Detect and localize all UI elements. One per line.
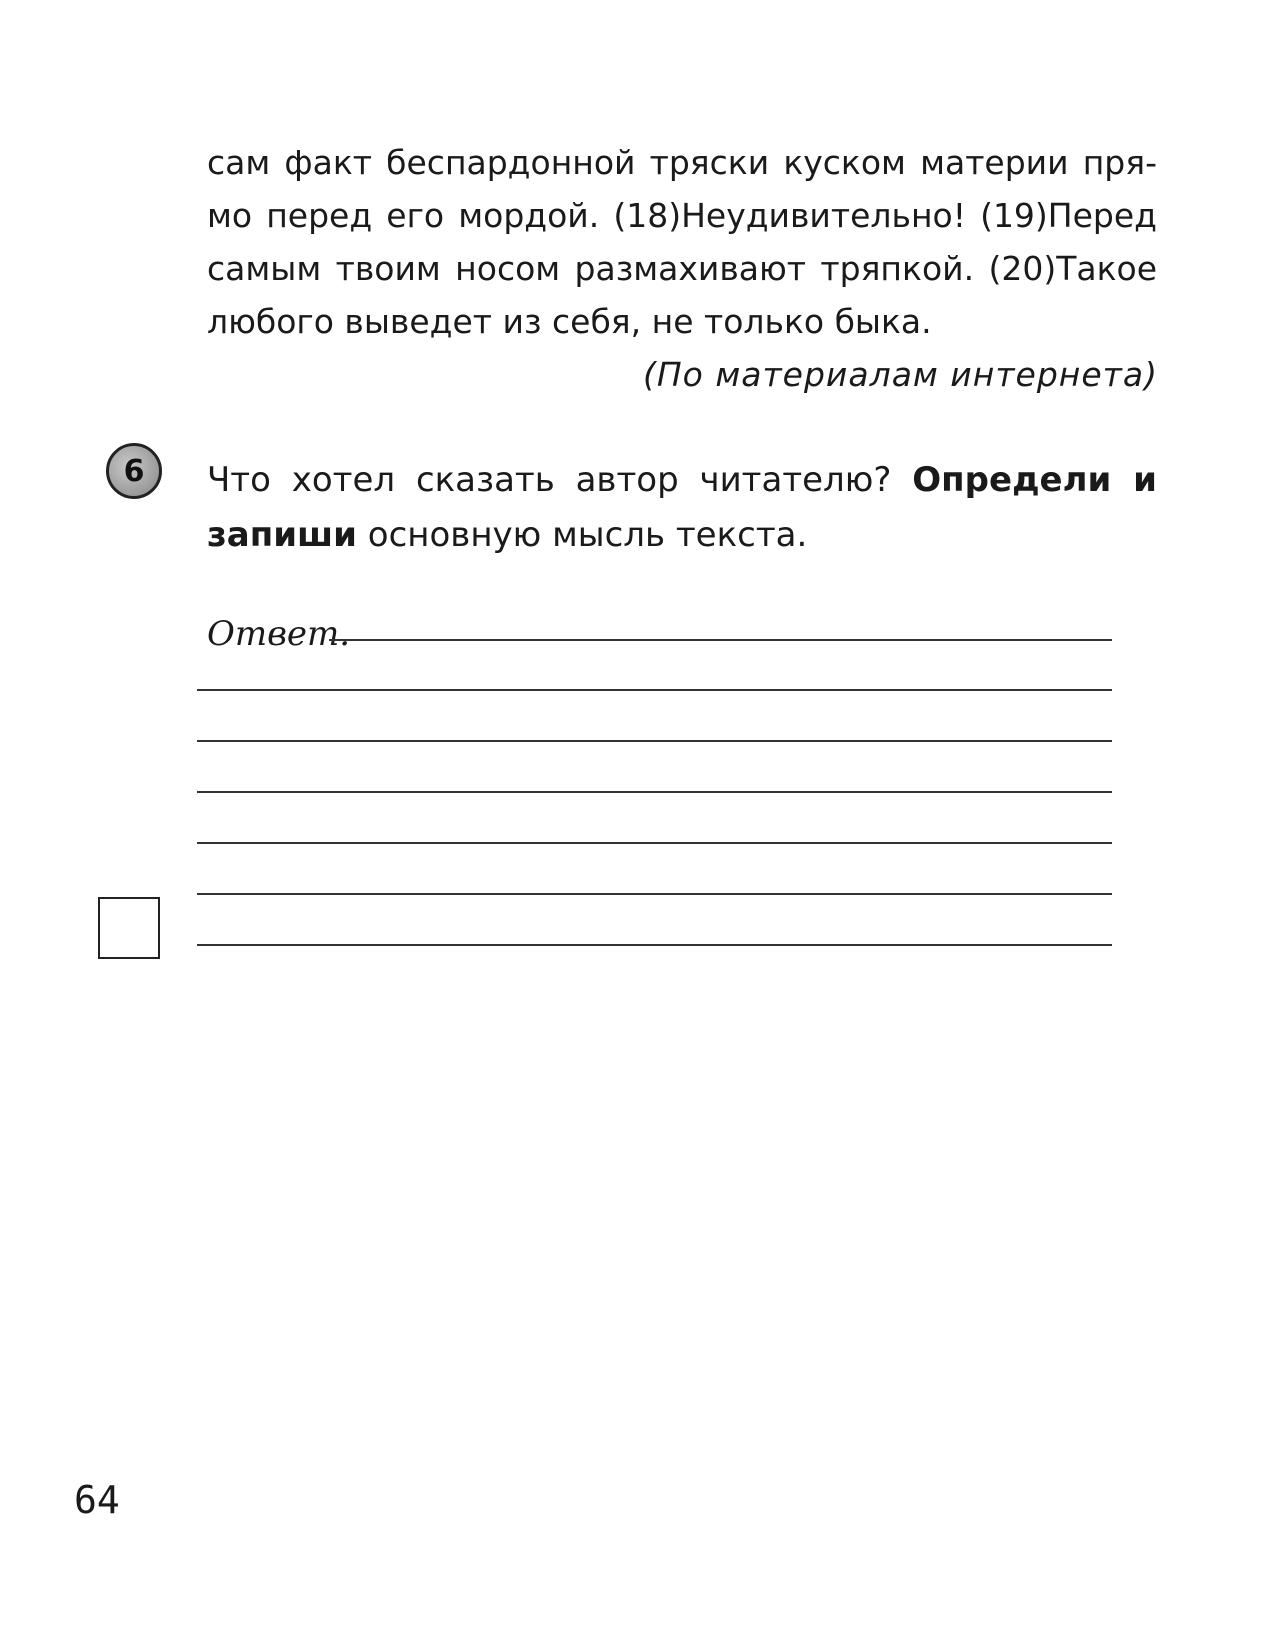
passage-line: мо перед его мордой. (18)Неудивительно! (19)Перед	[207, 196, 1157, 235]
task-number-badge	[106, 443, 162, 499]
page-number: 64	[74, 1478, 120, 1522]
answer-line[interactable]	[197, 944, 1112, 946]
answer-line[interactable]	[197, 689, 1112, 691]
answer-line[interactable]	[197, 791, 1112, 793]
answer-line[interactable]	[329, 639, 1112, 641]
answer-label: Ответ.	[207, 614, 351, 654]
task-number: 6	[123, 453, 145, 489]
passage-line: самым твоим носом размахивают тряпкой. (20)Такое	[207, 249, 1157, 288]
question-bold-define: Определи и	[912, 460, 1157, 500]
question-bold-write: запиши	[207, 515, 357, 555]
answer-line[interactable]	[197, 842, 1112, 844]
task-question	[207, 453, 1157, 563]
answer-line[interactable]	[197, 740, 1112, 742]
score-box[interactable]	[98, 897, 160, 959]
question-line-1	[207, 453, 1157, 508]
answer-line[interactable]	[197, 893, 1112, 895]
passage-line: сам факт беспардонной тряски куском материи пря-	[207, 143, 1157, 182]
question-line-2	[207, 508, 1157, 563]
passage-text	[207, 136, 1157, 348]
passage-source: (По материалам интернета)	[642, 355, 1158, 394]
question-tail: основную мысль текста.	[356, 515, 808, 555]
question-plain: Что хотел сказать автор читателю?	[207, 460, 913, 500]
passage-line: любого выведет из себя, не только быка.	[207, 302, 932, 341]
